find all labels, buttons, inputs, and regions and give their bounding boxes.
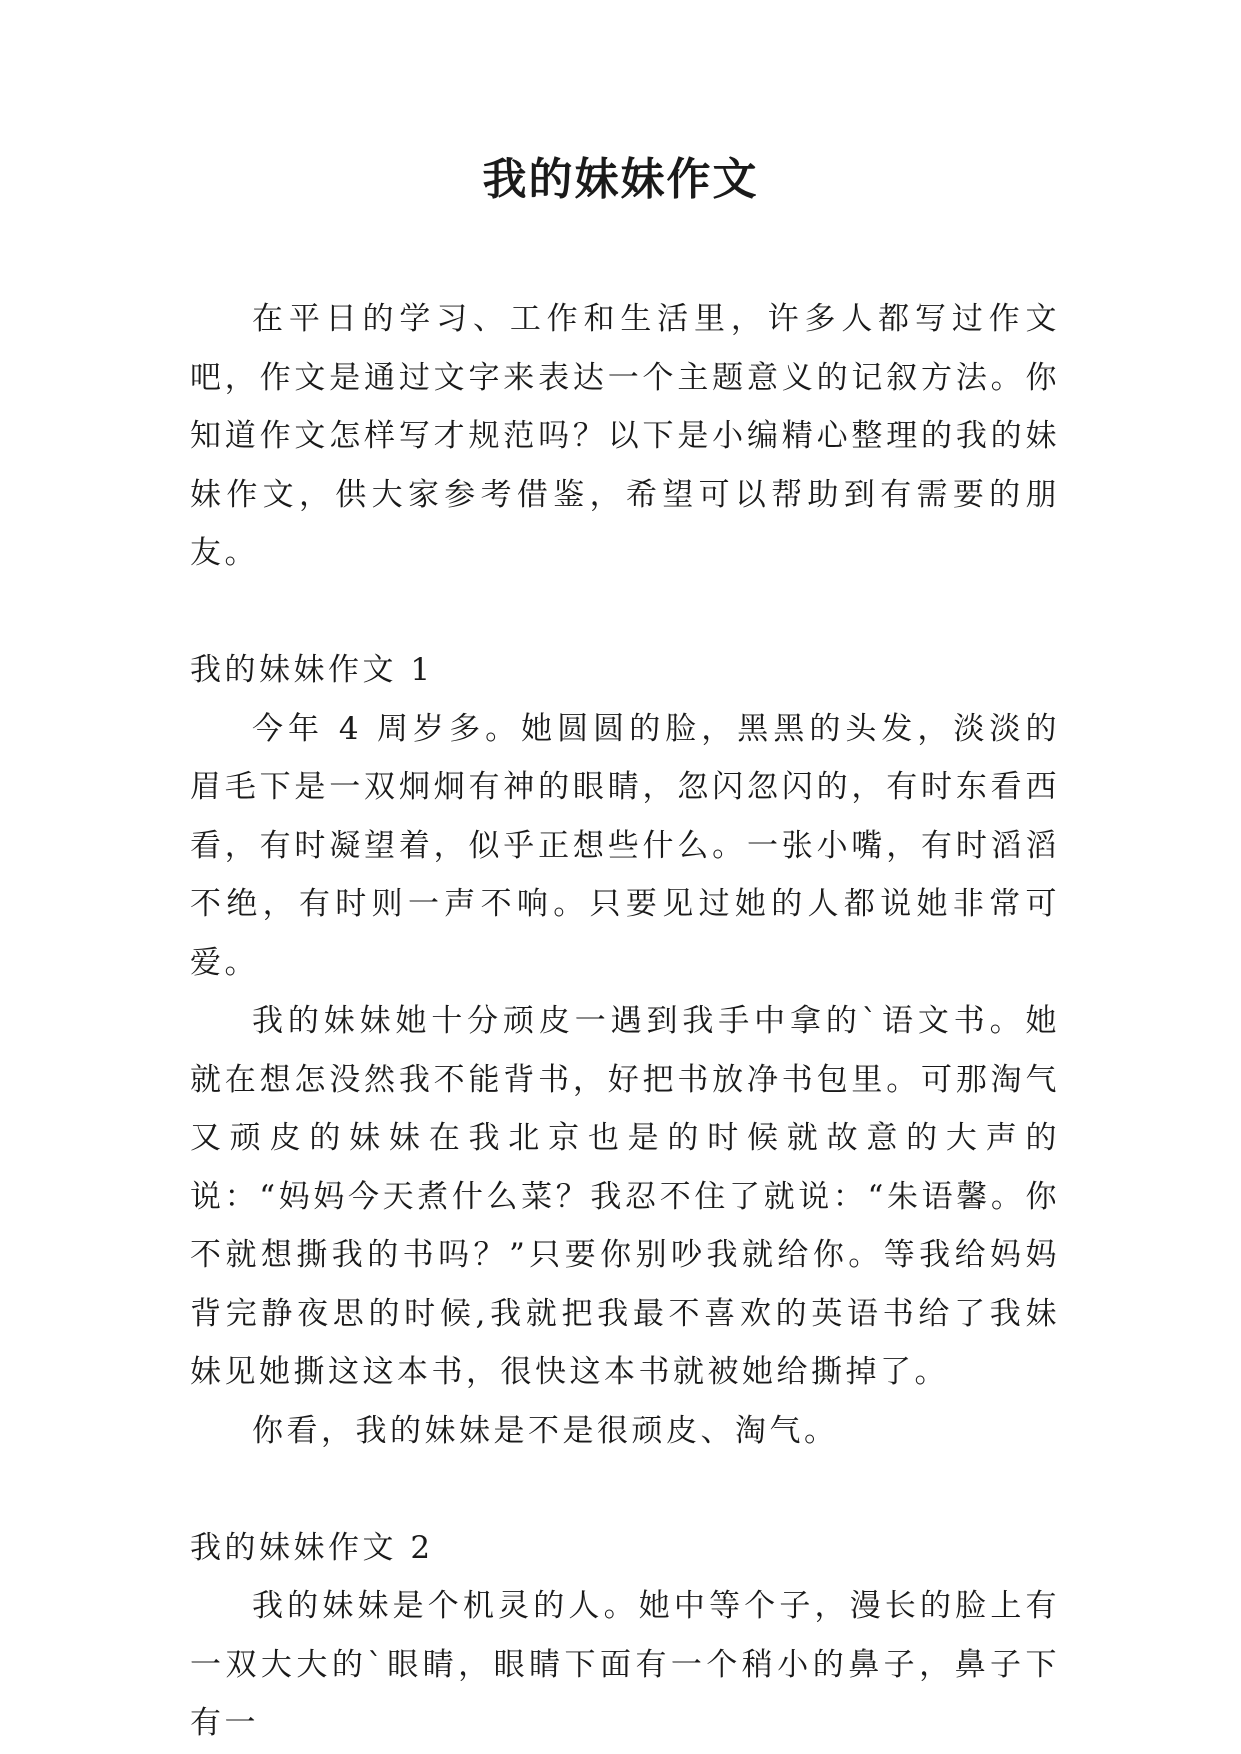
document-title: 我的妹妹作文: [482, 154, 759, 205]
section-1-paragraph-1: 今年 4 周岁多。她圆圆的脸，黑黑的头发，淡淡的眉毛下是一双炯炯有神的眼睛，忽闪忽闪的，有时东看西看，有时凝望着，似乎正想些什么。一张小嘴，有时滔滔不绝，有时则一声不响。只要见过她的人都说她非常可爱。: [190, 710, 1060, 981]
section-2-paragraph-1: 我的妹妹是个机灵的人。她中等个子，漫长的脸上有一双大大的`眼睛，眼睛下面有一个稍小的鼻子，鼻子下有一: [190, 1588, 1060, 1741]
section-heading-2: 我的妹妹作文 2: [190, 1529, 434, 1566]
section-spacer: [190, 583, 1060, 642]
section-heading-1: 我的妹妹作文 1: [190, 652, 434, 688]
section-1-paragraph-2: 我的妹妹她十分顽皮一遇到我手中拿的`语文书。她就在想怎没然我不能背书，好把书放净书包里。可那淘气又顽皮的妹妹在我北京也是的时候就故意的大声的说：“妈妈今天煮什么菜？我忍不住了就说：“朱语馨。你不就想撕我的书吗？”只要你别吵我就给你。等我给妈妈背完静夜思的时候,我就把我最不喜欢的英语书给了我妹妹见她撕这这本书，很快这本书就被她给撕掉了。: [190, 1003, 1060, 1390]
document-body: [190, 290, 1060, 1753]
intro-paragraph: 在平日的学习、工作和生活里，许多人都写过作文吧，作文是通过文字来表达一个主题意义的记叙方法。你知道作文怎样写才规范吗？以下是小编精心整理的我的妹妹作文，供大家参考借鉴，希望可以帮助到有需要的朋友。: [190, 301, 1060, 571]
section-spacer: [190, 1460, 1060, 1519]
section-1-paragraph-3: 你看，我的妹妹是不是很顽皮、淘气。: [252, 1412, 839, 1449]
